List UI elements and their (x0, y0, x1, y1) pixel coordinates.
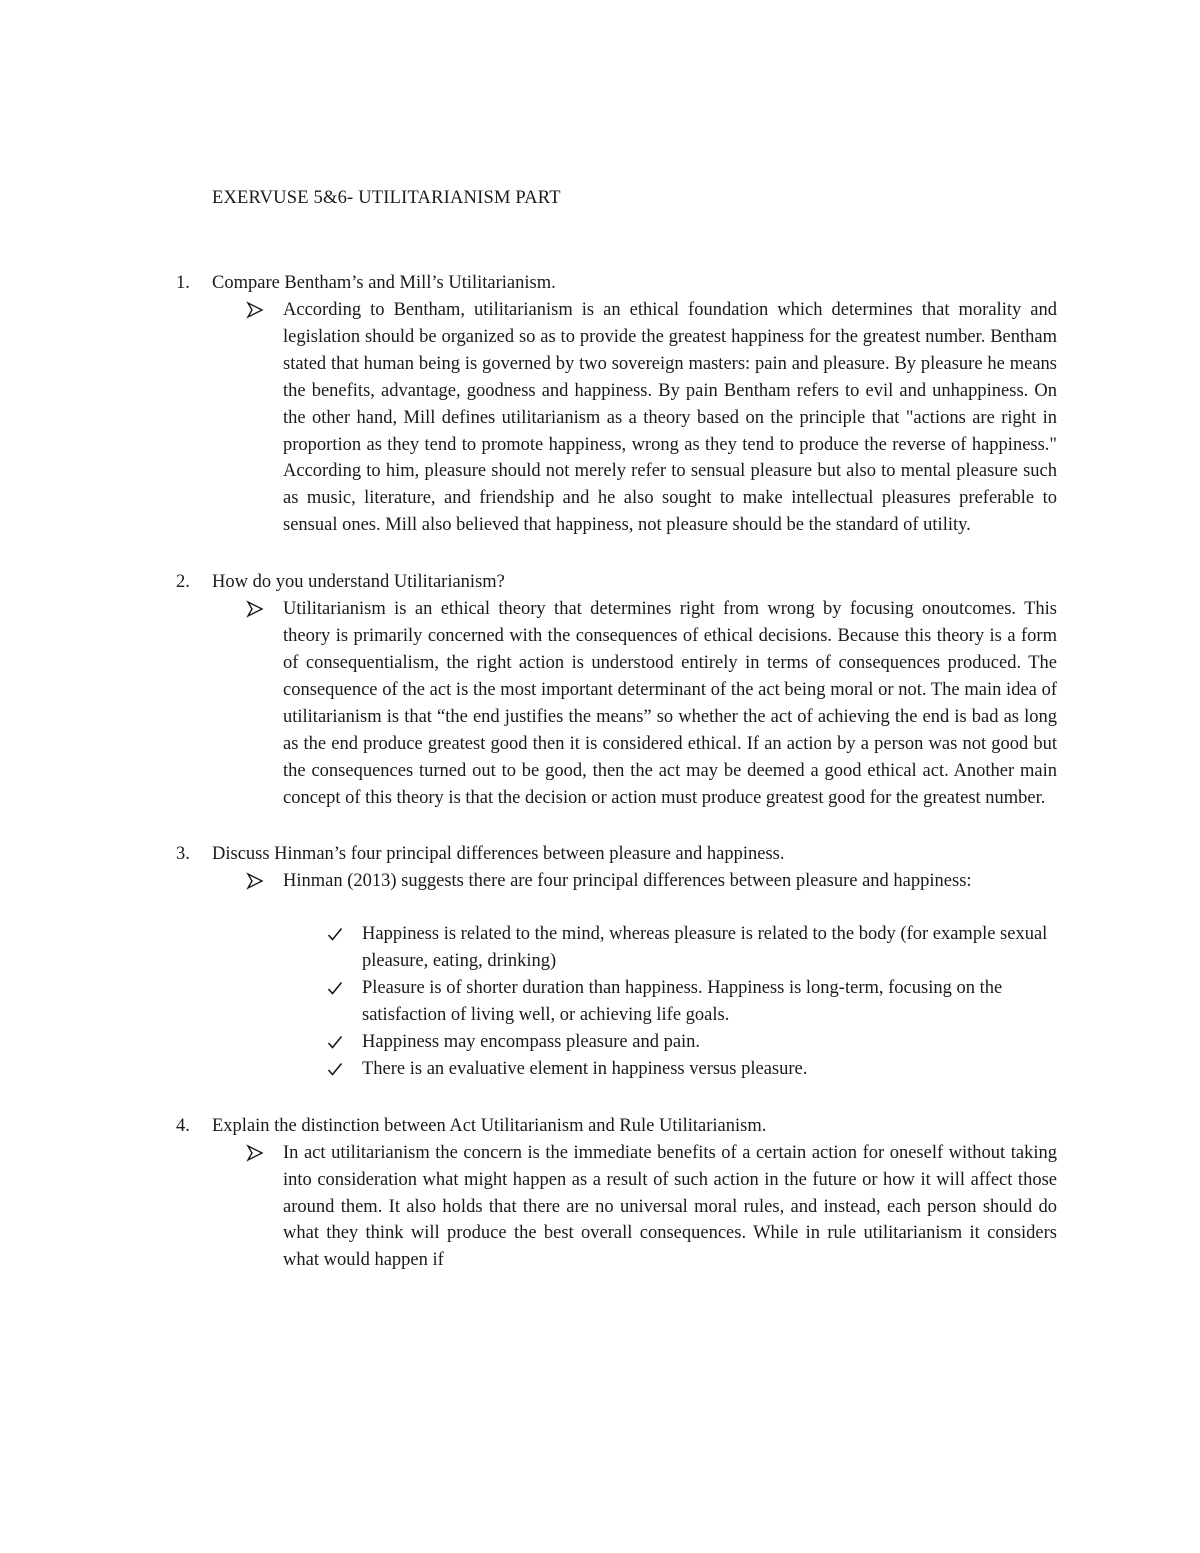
question-text: How do you understand Utilitarianism? (212, 572, 505, 593)
checklist-item-text: There is an evaluative element in happiness versus pleasure. (362, 1058, 808, 1079)
arrowhead-bullet-icon (246, 600, 264, 618)
answer-text: Hinman (2013) suggests there are four principal differences between pleasure and happiness: (283, 871, 972, 892)
answer-text: According to Bentham, utilitarianism is an ethical foundation which determines that morality and legislation should be organized so as to provide the greatest happiness for the greatest number. Bentham stated that human being is governed by two sovereign masters: pain and pleasure. By pleasure he means the benefits, advantage, goodness and happiness. By pain Bentham refers to evil and unhappiness. On the other hand, Mill defines utilitarianism as a theory based on the principle that "actions are right in proportion as they tend to promote happiness, wrong as they tend to produce the reverse of happiness." According to him, pleasure should not merely refer to sensual pleasure but also to mental pleasure such as music, literature, and friendship and he also sought to make intellectual pleasures preferable to sensual ones. Mill also believed that happiness, not pleasure should be the standard of utility. (283, 300, 1057, 536)
question-item (0, 569, 1200, 811)
checklist-item-text: Happiness is related to the mind, whereas pleasure is related to the body (for example sexual pleasure, eating, drinking) (362, 924, 1048, 972)
question-number: 1. (176, 273, 190, 293)
question-number: 2. (176, 572, 190, 593)
question-number: 3. (176, 844, 190, 865)
question-number: 4. (176, 1115, 190, 1136)
question-item (0, 841, 1200, 1082)
question-item (0, 1113, 1200, 1275)
question-list (0, 270, 1200, 1304)
answer-block (0, 596, 1200, 811)
checklist (0, 921, 1200, 1082)
checklist-item (0, 1056, 1200, 1083)
checkmark-icon (327, 926, 343, 942)
document-title: EXERVUSE 5&6- UTILITARIANISM PART (212, 188, 561, 208)
question-row (0, 1113, 1200, 1140)
answer-text: In act utilitarianism the concern is the immediate benefits of a certain action for oneself without taking into consideration what might happen as a result of such action in the future or how it will affect those around them. It also holds that there are no universal moral rules, and instead, each person should do what they think will produce the best overall consequences. While in rule utilitarianism it considers what would happen if (283, 1142, 1057, 1271)
answer-block (0, 1140, 1200, 1275)
checklist-item (0, 1029, 1200, 1056)
checklist-item-text: Pleasure is of shorter duration than happiness. Happiness is long-term, focusing on the satisfaction of living well, or achieving life goals. (362, 978, 1003, 1026)
answer-block (0, 868, 1200, 1082)
arrowhead-bullet-icon (246, 1144, 264, 1162)
arrowhead-bullet-icon (246, 872, 264, 890)
checklist-item (0, 975, 1200, 1029)
question-text: Explain the distinction between Act Utilitarianism and Rule Utilitarianism. (212, 1115, 767, 1136)
question-text: Compare Bentham’s and Mill’s Utilitarianism. (212, 273, 556, 293)
checklist-item (0, 921, 1200, 975)
answer-block (0, 297, 1200, 539)
question-text: Discuss Hinman’s four principal differences between pleasure and happiness. (212, 844, 785, 865)
question-row (0, 841, 1200, 868)
question-row (0, 270, 1200, 297)
question-item (0, 270, 1200, 539)
answer-text: Utilitarianism is an ethical theory that determines right from wrong by focusing onoutcomes. This theory is primarily concerned with the consequences of ethical decisions. Because this theory is a form of consequentialism, the right action is understood entirely in terms of consequences produced. The consequence of the act is the most important determinant of the act being moral or not. The main idea of utilitarianism is that “the end justifies the means” so whether the act of achieving the end is bad as long as the end produce greatest good then it is considered ethical. If an action by a person was not good but the consequences turned out to be good, then the act may be deemed a good ethical act. Another main concept of this theory is that the decision or action must produce greatest good for the greatest number. (283, 599, 1057, 808)
checkmark-icon (327, 980, 343, 996)
checklist-item-text: Happiness may encompass pleasure and pain. (362, 1031, 701, 1052)
question-row (0, 569, 1200, 596)
checkmark-icon (327, 1061, 343, 1077)
checkmark-icon (327, 1034, 343, 1050)
arrowhead-bullet-icon (246, 301, 264, 319)
